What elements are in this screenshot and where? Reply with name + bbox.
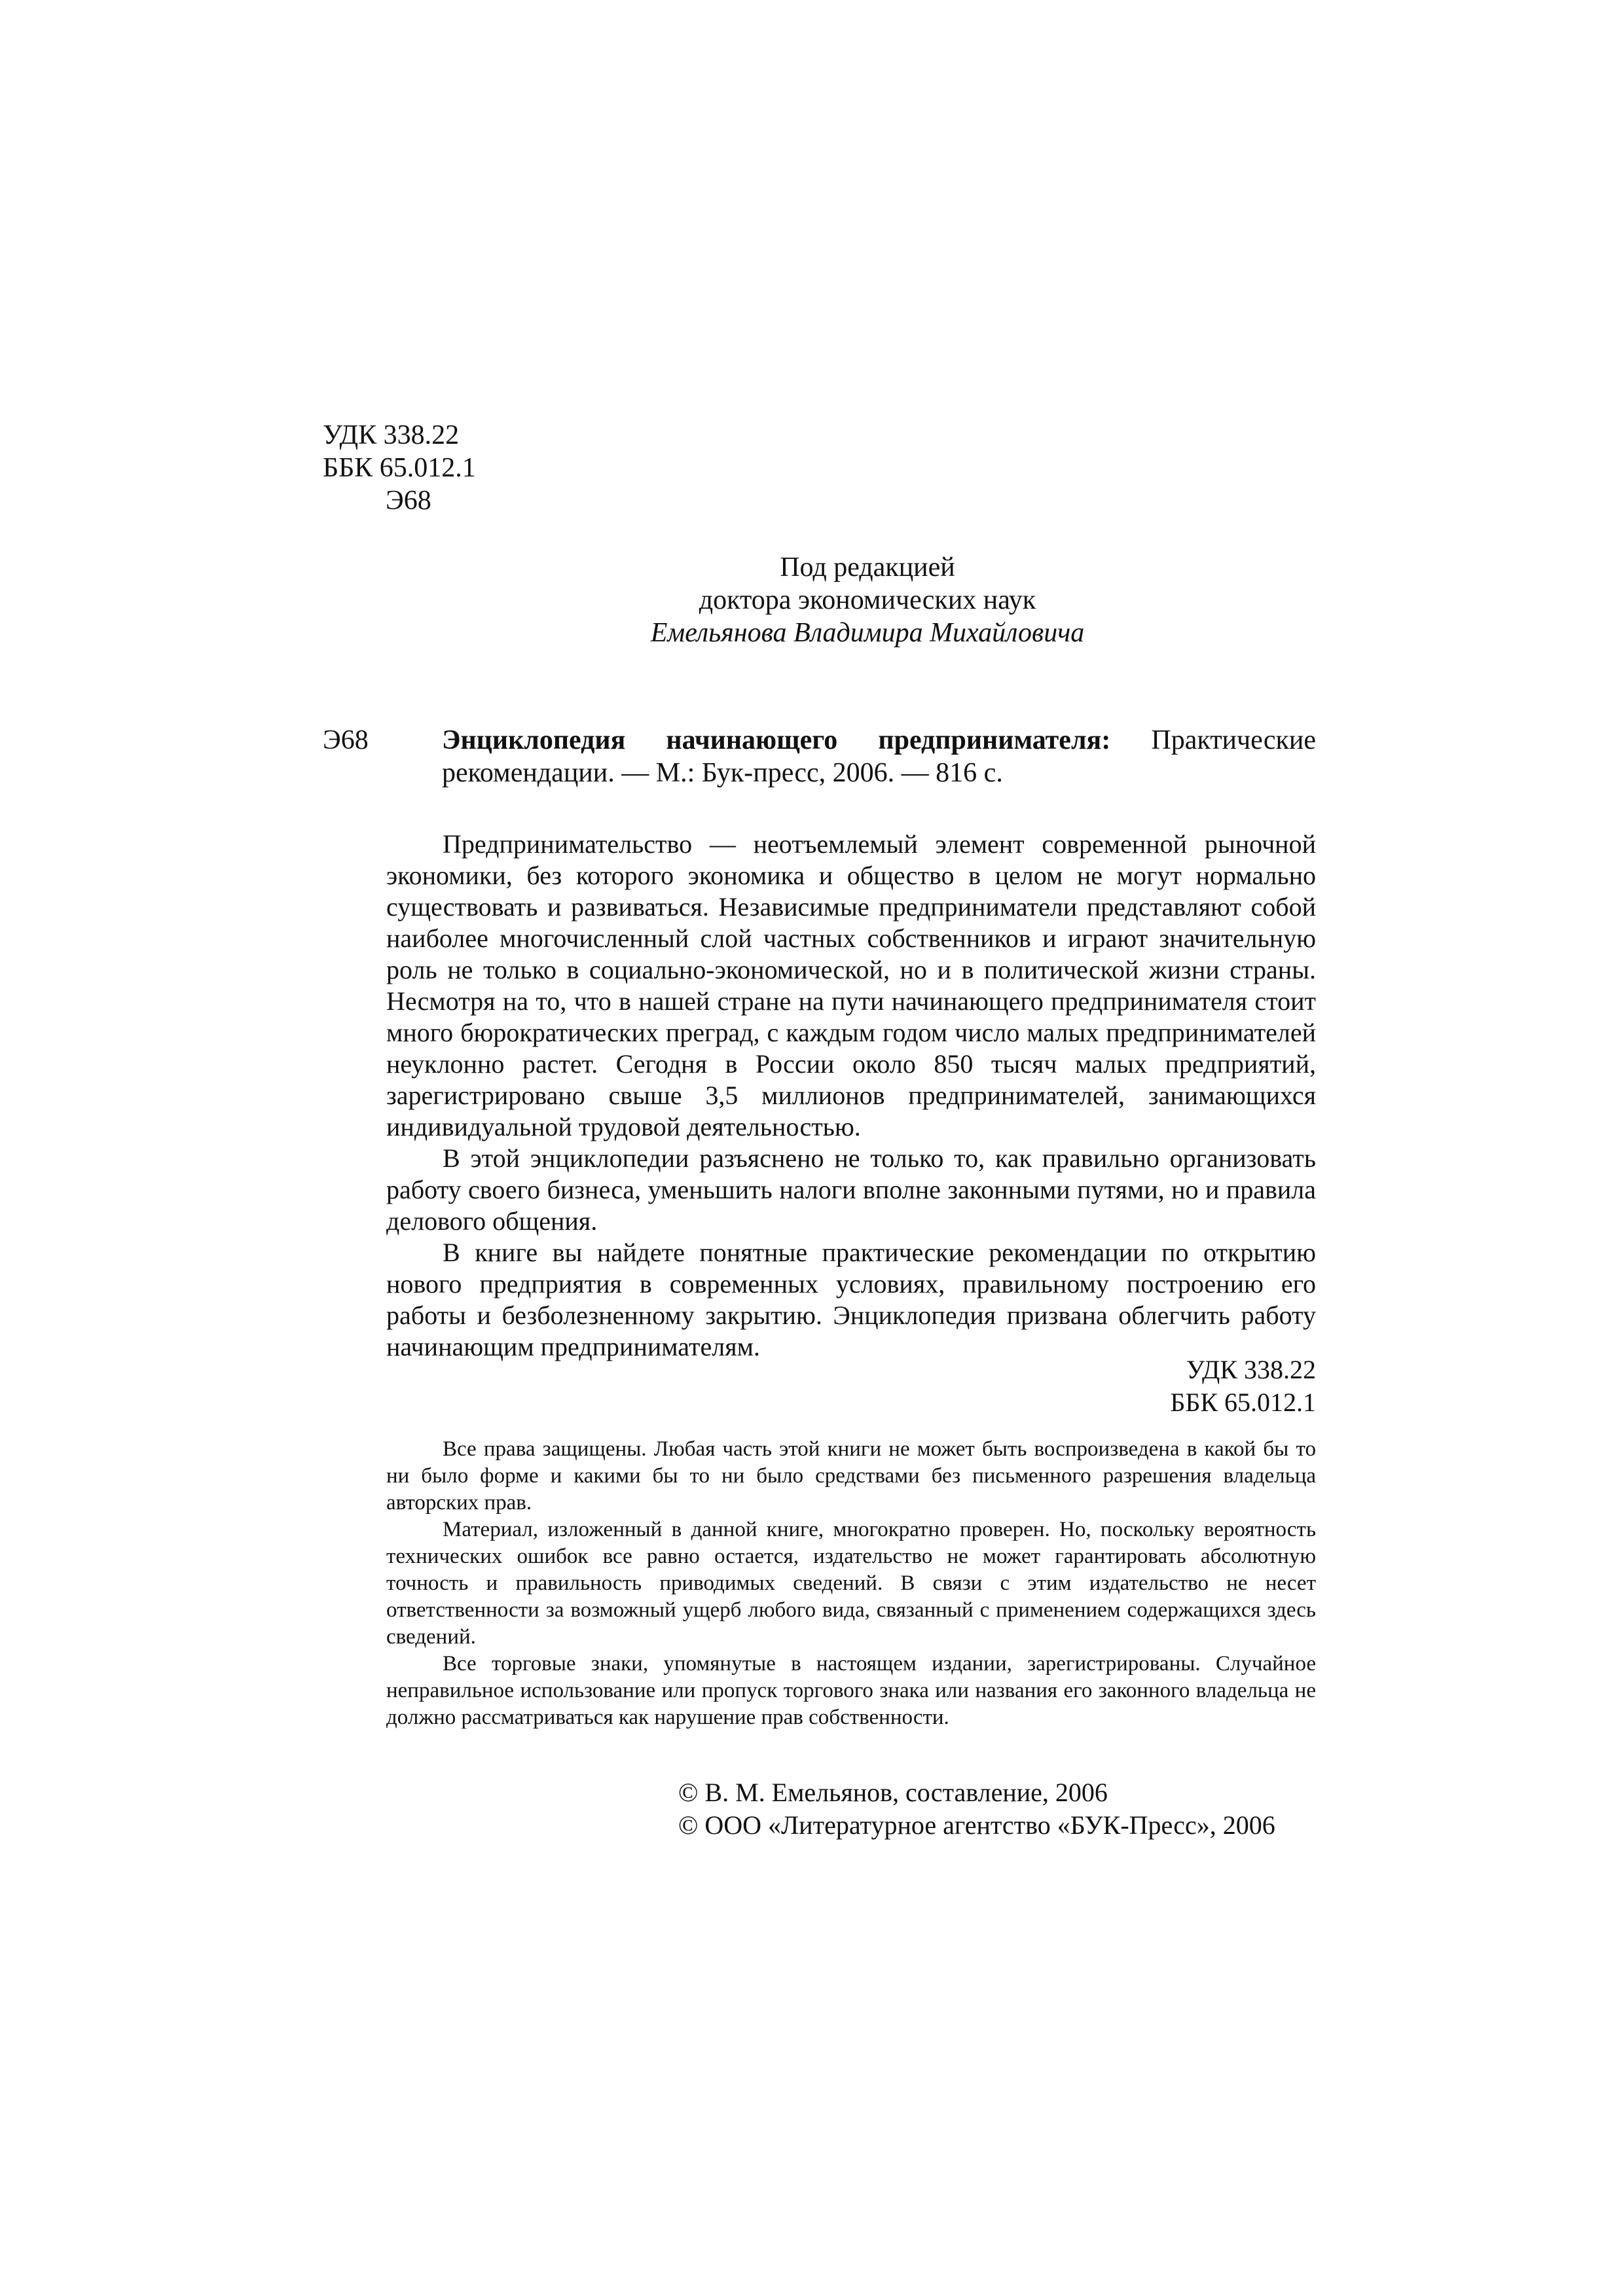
annotation-paragraph: В этой энциклопедии разъяснено не только то, как правильно организовать работу своего бизнеса, уменьшить налоги вполне законными путями, но и правила делового общения. — [386, 1143, 1316, 1236]
bibliographic-entry — [323, 724, 1316, 789]
editor-name: Емельянова Владимира Михайловича — [650, 618, 1085, 648]
annotation — [386, 829, 1316, 1363]
notice-paragraph: Материал, изложенный в данной книге, многократно проверен. Но, поскольку вероятность технических ошибок все равно остается, издательство не может гарантировать абсолютную точность и правильность приводимых сведений. В связи с этим издательство не несет ответственности за возможный ущерб любого вида, связанный с применением содержащихся здесь сведений. — [386, 1518, 1316, 1649]
bibliographic-text — [442, 724, 1316, 789]
editor-line-1: Под редакцией — [780, 552, 955, 583]
notice-paragraph: Все торговые знаки, упомянутые в настоящем издании, зарегистрированы. Случайное неправильное использование или пропуск торгового знака или названия его законного владельца не должно рассматриваться как нарушение прав собственности. — [386, 1652, 1316, 1729]
udk-code: УДК 338.22 — [323, 420, 460, 450]
annotation-paragraph: Предпринимательство — неотъемлемый элемент современной рыночной экономики, без которого экономика и общество в целом не могут нормально существовать и развиваться. Независимые предприниматели представляют собой наиболее многочисленный слой частных собственников и играют значительную роль не только в социально-экономической, но и в политической жизни страны. Несмотря на то, что в нашей стране на пути начинающего предпринимателя стоит много бюрократических преград, с каждым годом число малых предпринимателей неуклонно растет. Сегодня в России около 850 тысяч малых предприятий, зарегистрировано свыше 3,5 миллионов предпринимателей, занимающихся индивидуальной трудовой деятельностью. — [386, 829, 1316, 1141]
classification-codes-bottom — [1080, 1354, 1316, 1419]
rights-notice — [386, 1436, 1316, 1731]
udk-code: УДК 338.22 — [1186, 1355, 1316, 1384]
author-mark: Э68 — [386, 486, 431, 516]
bbk-code: ББК 65.012.1 — [323, 453, 476, 483]
bbk-code: ББК 65.012.1 — [1170, 1388, 1316, 1417]
annotation-paragraph: В книге вы найдете понятные практические рекомендации по открытию нового предприятия в современных условиях, правильному построению его работы и безболезненному закрытию. Энциклопедия призвана облегчить работу начинающим предпринимателям. — [386, 1238, 1316, 1361]
editor-block — [511, 551, 1224, 649]
publication-details: Практические рекомендации. — М.: Бук-пресс, 2006. — 816 с. — [442, 725, 1317, 788]
book-title: Энциклопедия начинающего предпринимателя: — [442, 725, 1111, 755]
copyright-line-2: © ООО «Литературное агентство «БУК-Пресс», 2006 — [678, 1810, 1275, 1840]
copyright-block — [678, 1776, 1275, 1842]
classification-codes-top — [323, 419, 476, 517]
notice-paragraph: Все права защищены. Любая часть этой книги не может быть воспроизведена в какой бы то ни было форме и какими бы то ни было средствами без письменного разрешения владельца авторских прав. — [386, 1437, 1316, 1515]
editor-line-2: доктора экономических наук — [699, 585, 1036, 615]
copyright-line-1: © В. М. Емельянов, составление, 2006 — [678, 1778, 1108, 1807]
bibliographic-code: Э68 — [323, 725, 369, 755]
